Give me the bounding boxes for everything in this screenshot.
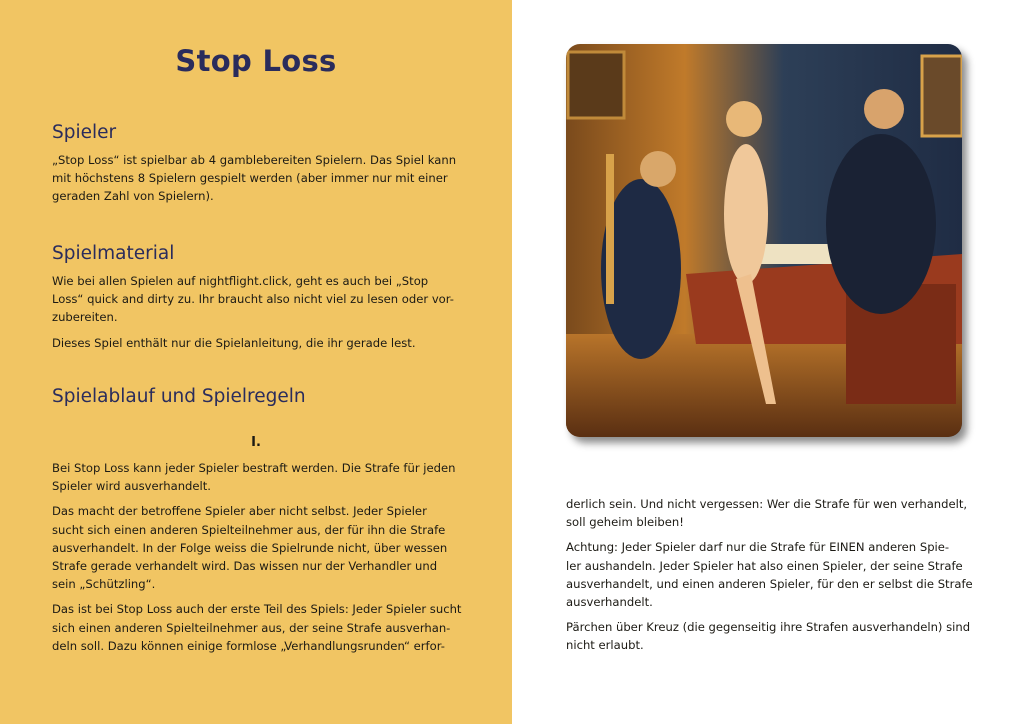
- text-line: geraden Zahl von Spielern).: [52, 189, 214, 204]
- text-line: Bei Stop Loss kann jeder Spieler bestraft werden. Die Strafe für jeden: [52, 461, 456, 475]
- paragraph: [52, 334, 482, 352]
- text-line: deln soll. Dazu können einige formlose „Verhandlungsrunden“ erfor-: [52, 638, 445, 653]
- text-line: sein „Schützling“.: [52, 577, 156, 592]
- paragraph: [566, 618, 996, 654]
- text-line: ausverhandelt. In der Folge weiss die Spielrunde nicht, über wessen: [52, 540, 448, 555]
- paragraph: [566, 538, 996, 611]
- text-line: ausverhandelt.: [566, 595, 653, 610]
- page-title: Stop Loss: [175, 44, 337, 78]
- text-line: Loss“ quick and dirty zu. Ihr braucht also nicht viel zu lesen oder vor-: [52, 292, 454, 307]
- part-number: I.: [251, 435, 261, 450]
- section-spielmaterial-body: [52, 272, 482, 359]
- text-line: soll geheim bleiben!: [566, 515, 684, 530]
- text-line: „Stop Loss“ ist spielbar ab 4 gamblebereiten Spielern. Das Spiel kann: [52, 153, 457, 167]
- paragraph: [52, 272, 482, 327]
- text-line: derlich sein. Und nicht vergessen: Wer die Strafe für wen verhandelt,: [566, 497, 968, 511]
- text-line: zubereiten.: [52, 310, 118, 325]
- text-line: sich einen anderen Spielteilnehmer aus, der seine Strafe ausverhan-: [52, 620, 451, 635]
- text-line: sucht sich einen anderen Spielteilnehmer aus, der für ihn die Strafe: [52, 522, 446, 537]
- text-line: ausverhandelt, und einen anderen Spieler, für den er selbst die Strafe: [566, 576, 973, 591]
- paragraph: [52, 502, 482, 593]
- text-line: Das ist bei Stop Loss auch der erste Teil des Spiels: Jeder Spieler sucht: [52, 602, 462, 617]
- text-line: nicht erlaubt.: [566, 638, 644, 653]
- paragraph: [566, 495, 996, 531]
- text-line: Pärchen über Kreuz (die gegenseitig ihre Strafen ausverhandeln) sind: [566, 620, 971, 635]
- text-line: Das macht der betroffene Spieler aber nicht selbst. Jeder Spieler: [52, 504, 427, 519]
- text-line: ler aushandeln. Jeder Spieler hat also einen Spieler, der seine Strafe: [566, 558, 963, 573]
- heading-spielmaterial: Spielmaterial: [52, 243, 175, 264]
- section-right-body: [566, 495, 996, 662]
- text-line: Achtung: Jeder Spieler darf nur die Strafe für EINEN anderen Spie-: [566, 540, 950, 555]
- paragraph: [52, 151, 482, 206]
- paragraph: [52, 459, 482, 495]
- text-line: Spieler wird ausverhandelt.: [52, 479, 211, 494]
- text-line: Wie bei allen Spielen auf nightflight.click, geht es auch bei „Stop: [52, 274, 429, 288]
- heading-spielablauf: Spielablauf und Spielregeln: [52, 386, 306, 407]
- text-line: Dieses Spiel enthält nur die Spielanleitung, die ihr gerade lest.: [52, 335, 416, 350]
- text-line: Strafe gerade verhandelt wird. Das wissen nur der Verhandler und: [52, 559, 438, 574]
- section-spielablauf-body: [52, 459, 482, 662]
- heading-spieler: Spieler: [52, 122, 117, 143]
- section-spieler-body: [52, 151, 482, 213]
- text-line: mit höchstens 8 Spielern gespielt werden (aber immer nur mit einer: [52, 171, 448, 186]
- paragraph: [52, 600, 482, 655]
- illustration-painting: [566, 44, 962, 437]
